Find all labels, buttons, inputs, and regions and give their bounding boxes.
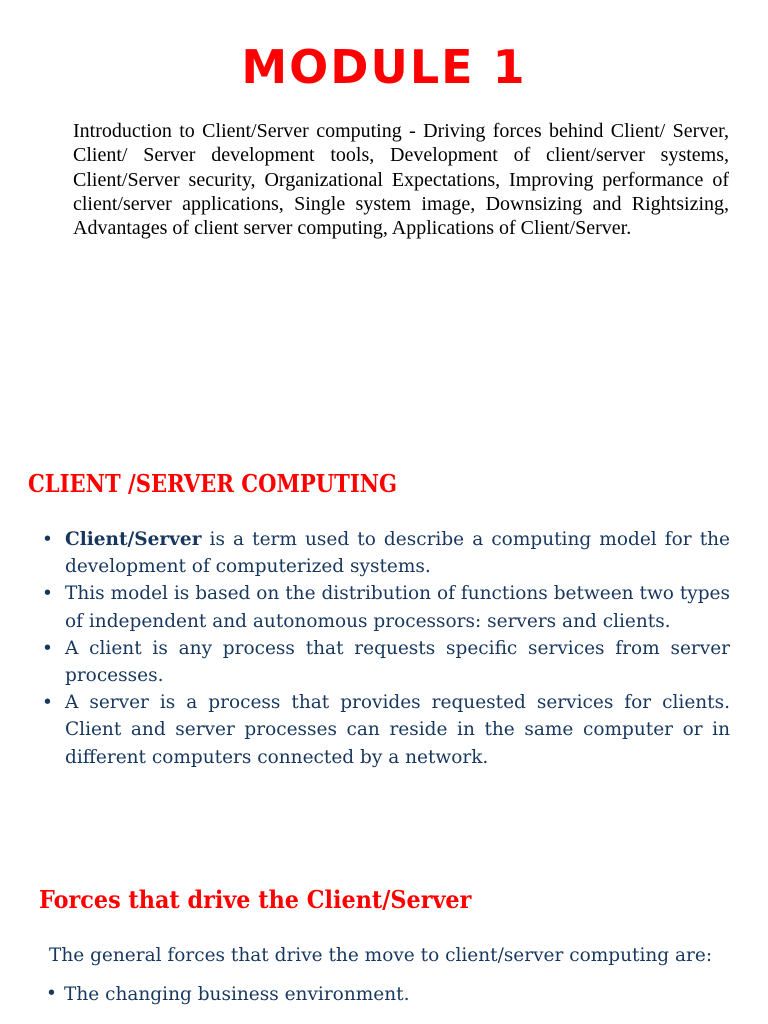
forces-bullet-list: [46, 984, 409, 1005]
bullet-icon: •: [42, 692, 53, 714]
bullet-item: [42, 526, 730, 580]
bullet-text: A server is a process that provides requested services for clients. Client and server processes can reside in the same computer or in different computers connected by a network.: [65, 692, 730, 768]
module-intro-paragraph: Introduction to Client/Server computing - Driving forces behind Client/ Server, Client/ Server development tools, Development of client/server systems, Client/Server security, Organizational Expectations, Improving performance of client/server applications, Single system image, Downsizing and Rightsizing, Advantages of client server computing, Applications of Client/Server.: [73, 120, 729, 240]
bullet-text: is a term used to describe a computing model for the development of computerized systems.: [65, 529, 730, 578]
forces-heading: Forces that drive the Client/Server: [39, 885, 472, 914]
bullet-item: [42, 689, 730, 771]
client-server-bullet-list: [42, 526, 730, 771]
bullet-icon: •: [42, 583, 53, 605]
bullet-icon: •: [46, 983, 57, 1004]
bullet-text: This model is based on the distribution of functions between two types of independent and autonomous processors: servers and clients.: [65, 583, 730, 632]
bullet-icon: •: [42, 529, 53, 550]
forces-intro: The general forces that drive the move to client/server computing are:: [49, 945, 713, 966]
bullet-item: [42, 635, 730, 689]
bullet-text: The changing business environment.: [64, 984, 410, 1005]
bullet-item: [42, 580, 730, 634]
bullet-bold-term: Client/Server: [65, 529, 202, 550]
bullet-item: [46, 984, 409, 1005]
bullet-icon: •: [42, 637, 53, 659]
bullet-text: A client is any process that requests specific services from server processes.: [65, 637, 730, 687]
section-heading: CLIENT /SERVER COMPUTING: [28, 469, 398, 498]
module-title: MODULE 1: [241, 40, 527, 94]
